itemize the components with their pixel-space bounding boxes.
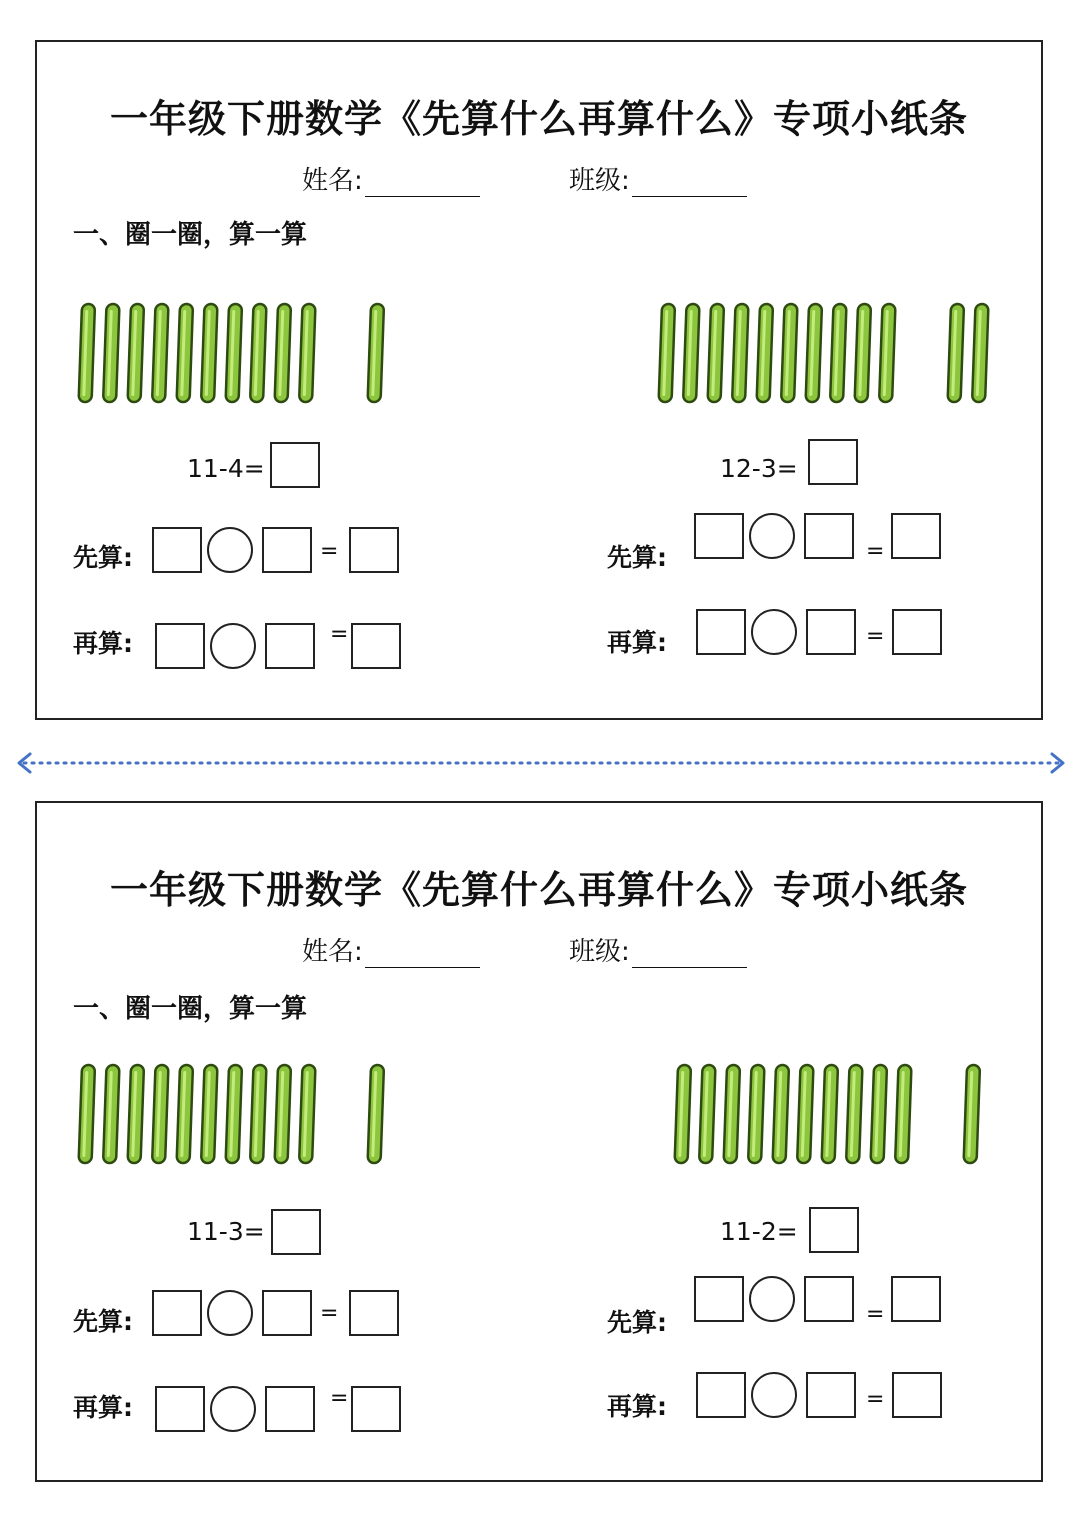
second-operator-circle[interactable] [751,1372,797,1418]
first-step-label: 先算: [73,543,133,572]
expression: 12-3= [720,454,798,483]
cut-line-divider [14,748,1068,778]
bundle-stick [177,1065,193,1163]
loose-stick [368,1065,384,1163]
expression: 11-4= [187,454,265,483]
equals-sign: = [330,622,349,647]
first-operator-circle[interactable] [749,1276,795,1322]
class-field[interactable] [569,160,747,197]
second-operand-box[interactable] [696,609,746,655]
second-result-box[interactable] [351,1386,401,1432]
answer-box[interactable] [808,439,858,485]
second-operator-circle[interactable] [210,623,256,669]
second-step-label: 再算: [607,628,667,657]
name-label: 姓名: [302,166,363,196]
equals-sign: = [866,624,885,649]
bundle-stick [781,304,797,402]
first-operand-box[interactable] [694,513,744,559]
equals-sign: = [866,539,885,564]
class-label: 班级: [569,937,630,967]
loose-stick [964,1065,980,1163]
bundle-stick [895,1065,911,1163]
bundle-stick [226,304,242,402]
bundle-stick [830,304,846,402]
second-result-box[interactable] [892,1372,942,1418]
bundle-stick [152,304,168,402]
bundle-stick [675,1065,691,1163]
bundle-stick [757,304,773,402]
first-operand-box[interactable] [152,1290,202,1336]
loose-stick [972,304,988,402]
worksheet-title: 一年级下册数学《先算什么再算什么》专项小纸条 [109,868,968,912]
equals-sign: = [320,1301,339,1326]
second-operator-circle[interactable] [210,1386,256,1432]
second-step-label: 再算: [73,629,133,658]
first-operand2-box[interactable] [262,527,312,573]
bundle-stick [724,1065,740,1163]
answer-box[interactable] [270,442,320,488]
second-operand-box[interactable] [155,1386,205,1432]
class-blank[interactable] [632,168,747,197]
bundle-stick [732,304,748,402]
bundle-stick [773,1065,789,1163]
sticks-figure [657,300,1017,410]
bundle-stick [128,304,144,402]
first-result-box[interactable] [349,1290,399,1336]
name-blank[interactable] [365,939,480,968]
section-heading: 一、圈一圈，算一算 [73,994,308,1024]
bundle-stick [879,304,895,402]
first-operand2-box[interactable] [262,1290,312,1336]
bundle-stick [275,304,291,402]
answer-box[interactable] [271,1209,321,1255]
second-operand2-box[interactable] [265,1386,315,1432]
bundle-stick [846,1065,862,1163]
bundle-stick [299,304,315,402]
first-step-label: 先算: [73,1307,133,1336]
bundle-stick [79,1065,95,1163]
first-operand2-box[interactable] [804,513,854,559]
second-result-box[interactable] [892,609,942,655]
second-operand2-box[interactable] [806,1372,856,1418]
sticks-figure [77,1061,397,1171]
equals-sign: = [866,1302,885,1327]
bundle-stick [152,1065,168,1163]
first-step-label: 先算: [607,543,667,572]
bundle-stick [659,304,675,402]
sticks-figure [77,300,397,410]
bundle-stick [822,1065,838,1163]
bundle-stick [683,304,699,402]
equals-sign: = [330,1386,349,1411]
loose-stick [948,304,964,402]
bundle-stick [299,1065,315,1163]
bundle-stick [748,1065,764,1163]
name-label: 姓名: [302,937,363,967]
equals-sign: = [320,539,339,564]
bundle-stick [201,304,217,402]
first-result-box[interactable] [349,527,399,573]
first-result-box[interactable] [891,1276,941,1322]
first-operator-circle[interactable] [207,1290,253,1336]
bundle-stick [797,1065,813,1163]
bundle-stick [806,304,822,402]
bundle-stick [699,1065,715,1163]
first-step-label: 先算: [607,1308,667,1337]
name-blank[interactable] [365,168,480,197]
bundle-stick [128,1065,144,1163]
first-operand2-box[interactable] [804,1276,854,1322]
second-step-label: 再算: [607,1392,667,1421]
name-field[interactable] [302,160,480,197]
class-field[interactable] [569,931,747,968]
first-operand-box[interactable] [694,1276,744,1322]
bundle-stick [79,304,95,402]
bundle-stick [250,1065,266,1163]
bundle-stick [871,1065,887,1163]
first-operator-circle[interactable] [749,513,795,559]
expression: 11-3= [187,1217,265,1246]
sticks-figure [673,1061,1003,1171]
section-heading: 一、圈一圈，算一算 [73,220,308,250]
worksheet-card-2 [35,801,1043,1482]
first-result-box[interactable] [891,513,941,559]
equals-sign: = [866,1387,885,1412]
bundle-stick [275,1065,291,1163]
second-operand2-box[interactable] [265,623,315,669]
bundle-stick [201,1065,217,1163]
expression: 11-2= [720,1217,798,1246]
answer-box[interactable] [809,1207,859,1253]
second-operand-box[interactable] [155,623,205,669]
first-operator-circle[interactable] [207,527,253,573]
bundle-stick [855,304,871,402]
bundle-stick [103,1065,119,1163]
bundle-stick [708,304,724,402]
bundle-stick [177,304,193,402]
worksheet-title: 一年级下册数学《先算什么再算什么》专项小纸条 [109,97,968,141]
second-result-box[interactable] [351,623,401,669]
second-step-label: 再算: [73,1393,133,1422]
second-operand-box[interactable] [696,1372,746,1418]
worksheet-card-1 [35,40,1043,720]
first-operand-box[interactable] [152,527,202,573]
loose-stick [368,304,384,402]
bundle-stick [103,304,119,402]
second-operator-circle[interactable] [751,609,797,655]
class-label: 班级: [569,166,630,196]
second-operand2-box[interactable] [806,609,856,655]
name-field[interactable] [302,931,480,968]
bundle-stick [226,1065,242,1163]
bundle-stick [250,304,266,402]
class-blank[interactable] [632,939,747,968]
